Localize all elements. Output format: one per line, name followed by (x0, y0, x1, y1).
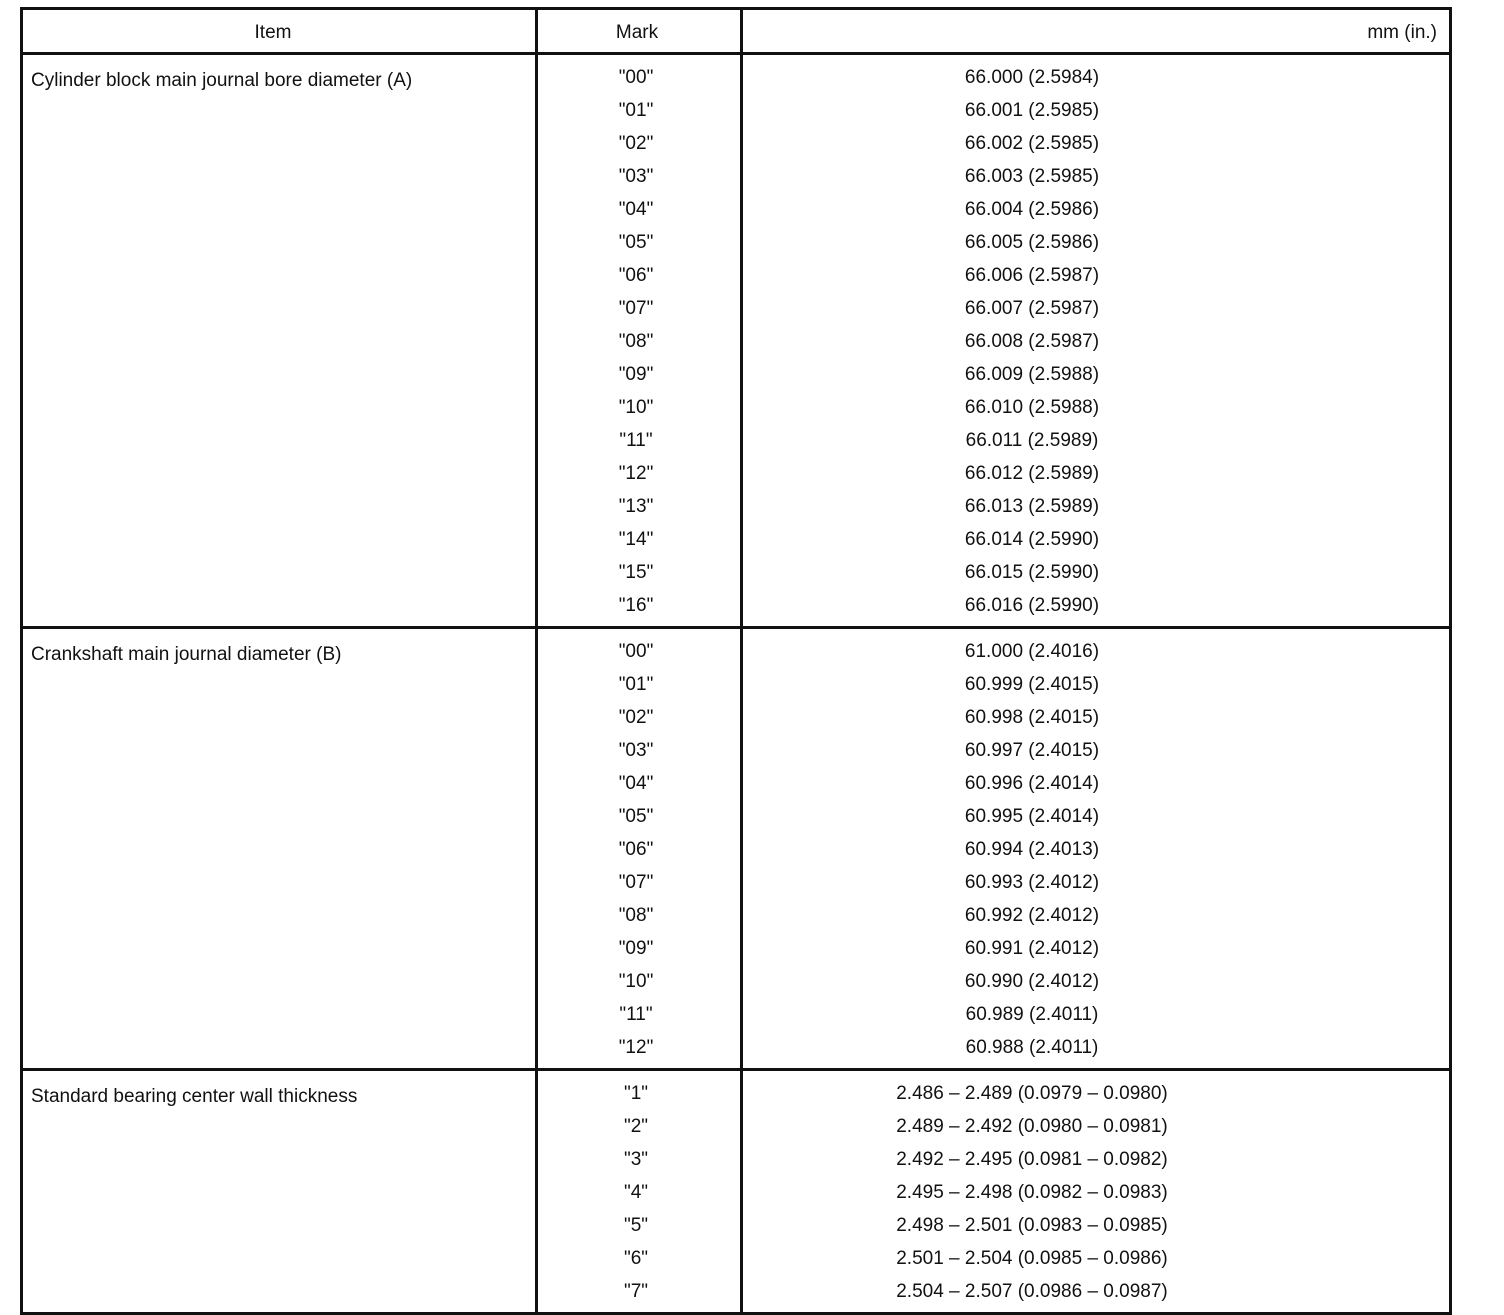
mark-cell: "02" (618, 133, 654, 154)
mark-cell: "10" (618, 397, 654, 418)
value-cell: 66.001 (2.5985) (964, 100, 1100, 121)
value-cell: 60.992 (2.4012) (964, 905, 1100, 926)
value-cell: 66.013 (2.5989) (964, 496, 1100, 517)
mark-cell: "12" (618, 1037, 654, 1058)
value-cell: 66.015 (2.5990) (964, 562, 1100, 583)
value-cell: 60.998 (2.4015) (964, 707, 1100, 728)
table-group (23, 55, 1449, 629)
value-column (743, 55, 1449, 626)
value-cell: 66.008 (2.5987) (964, 331, 1100, 352)
header-unit: mm (in.) (1367, 22, 1437, 43)
value-cell: 66.010 (2.5988) (964, 397, 1100, 418)
value-cell: 66.000 (2.5984) (964, 67, 1100, 88)
value-cell: 66.011 (2.5989) (965, 430, 1099, 451)
mark-column (538, 1071, 743, 1312)
value-cell: 66.007 (2.5987) (964, 298, 1100, 319)
value-cell: 60.997 (2.4015) (964, 740, 1100, 761)
header-mark: Mark (538, 10, 743, 52)
value-cell: 2.498 – 2.501 (0.0983 – 0.0985) (896, 1215, 1168, 1236)
mark-cell: "08" (618, 905, 654, 926)
table-group (23, 1071, 1449, 1312)
mark-cell: "4" (623, 1182, 649, 1203)
value-cell: 2.489 – 2.492 (0.0980 – 0.0981) (896, 1116, 1168, 1137)
table-group (23, 629, 1449, 1071)
value-column (743, 629, 1449, 1068)
value-cell: 60.994 (2.4013) (964, 839, 1100, 860)
mark-cell: "09" (618, 364, 654, 385)
value-cell: 2.501 – 2.504 (0.0985 – 0.0986) (896, 1248, 1168, 1269)
value-cell: 60.989 (2.4011) (965, 1004, 1099, 1025)
value-cell: 66.003 (2.5985) (964, 166, 1100, 187)
value-cell: 66.002 (2.5985) (964, 133, 1100, 154)
mark-cell: "06" (618, 839, 654, 860)
header-item: Item (23, 10, 538, 52)
mark-cell: "13" (618, 496, 654, 517)
value-cell: 66.005 (2.5986) (964, 232, 1100, 253)
value-cell: 60.990 (2.4012) (964, 971, 1100, 992)
value-cell: 66.016 (2.5990) (964, 595, 1100, 616)
mark-cell: "08" (618, 331, 654, 352)
mark-cell: "11" (619, 1004, 653, 1025)
mark-cell: "02" (618, 707, 654, 728)
mark-cell: "03" (618, 166, 654, 187)
mark-cell: "04" (618, 773, 654, 794)
mark-cell: "11" (619, 430, 653, 451)
value-cell: 66.014 (2.5990) (964, 529, 1100, 550)
mark-cell: "5" (623, 1215, 649, 1236)
group-item-label: Standard bearing center wall thickness (23, 1071, 538, 1312)
value-cell: 2.486 – 2.489 (0.0979 – 0.0980) (896, 1083, 1168, 1104)
mark-cell: "1" (623, 1083, 649, 1104)
mark-cell: "14" (618, 529, 654, 550)
mark-cell: "00" (618, 67, 654, 88)
value-cell: 60.988 (2.4011) (965, 1037, 1099, 1058)
spec-table (20, 7, 1452, 1315)
mark-cell: "10" (618, 971, 654, 992)
mark-cell: "01" (618, 100, 654, 121)
mark-cell: "03" (618, 740, 654, 761)
value-cell: 60.991 (2.4012) (964, 938, 1100, 959)
value-cell: 66.006 (2.5987) (964, 265, 1100, 286)
value-cell: 2.492 – 2.495 (0.0981 – 0.0982) (896, 1149, 1168, 1170)
mark-cell: "3" (623, 1149, 649, 1170)
group-item-label: Cylinder block main journal bore diameter (A) (23, 55, 538, 626)
mark-cell: "2" (623, 1116, 649, 1137)
value-cell: 60.996 (2.4014) (964, 773, 1100, 794)
mark-cell: "16" (618, 595, 654, 616)
mark-cell: "06" (618, 265, 654, 286)
value-cell: 60.993 (2.4012) (964, 872, 1100, 893)
mark-column (538, 629, 743, 1068)
value-cell: 66.004 (2.5986) (964, 199, 1100, 220)
value-cell: 60.995 (2.4014) (964, 806, 1100, 827)
mark-cell: "05" (618, 806, 654, 827)
value-cell: 66.012 (2.5989) (964, 463, 1100, 484)
mark-cell: "07" (618, 872, 654, 893)
mark-cell: "09" (618, 938, 654, 959)
mark-cell: "6" (623, 1248, 649, 1269)
value-column (743, 1071, 1449, 1312)
mark-column (538, 55, 743, 626)
mark-cell: "7" (623, 1281, 649, 1302)
mark-cell: "04" (618, 199, 654, 220)
mark-cell: "05" (618, 232, 654, 253)
value-cell: 66.009 (2.5988) (964, 364, 1100, 385)
value-cell: 2.504 – 2.507 (0.0986 – 0.0987) (896, 1281, 1168, 1302)
mark-cell: "12" (618, 463, 654, 484)
mark-cell: "15" (618, 562, 654, 583)
mark-cell: "01" (618, 674, 654, 695)
mark-cell: "00" (618, 641, 654, 662)
group-item-label: Crankshaft main journal diameter (B) (23, 629, 538, 1068)
table-header-row (23, 10, 1449, 55)
mark-cell: "07" (618, 298, 654, 319)
value-cell: 61.000 (2.4016) (964, 641, 1100, 662)
value-cell: 2.495 – 2.498 (0.0982 – 0.0983) (896, 1182, 1168, 1203)
value-cell: 60.999 (2.4015) (964, 674, 1100, 695)
